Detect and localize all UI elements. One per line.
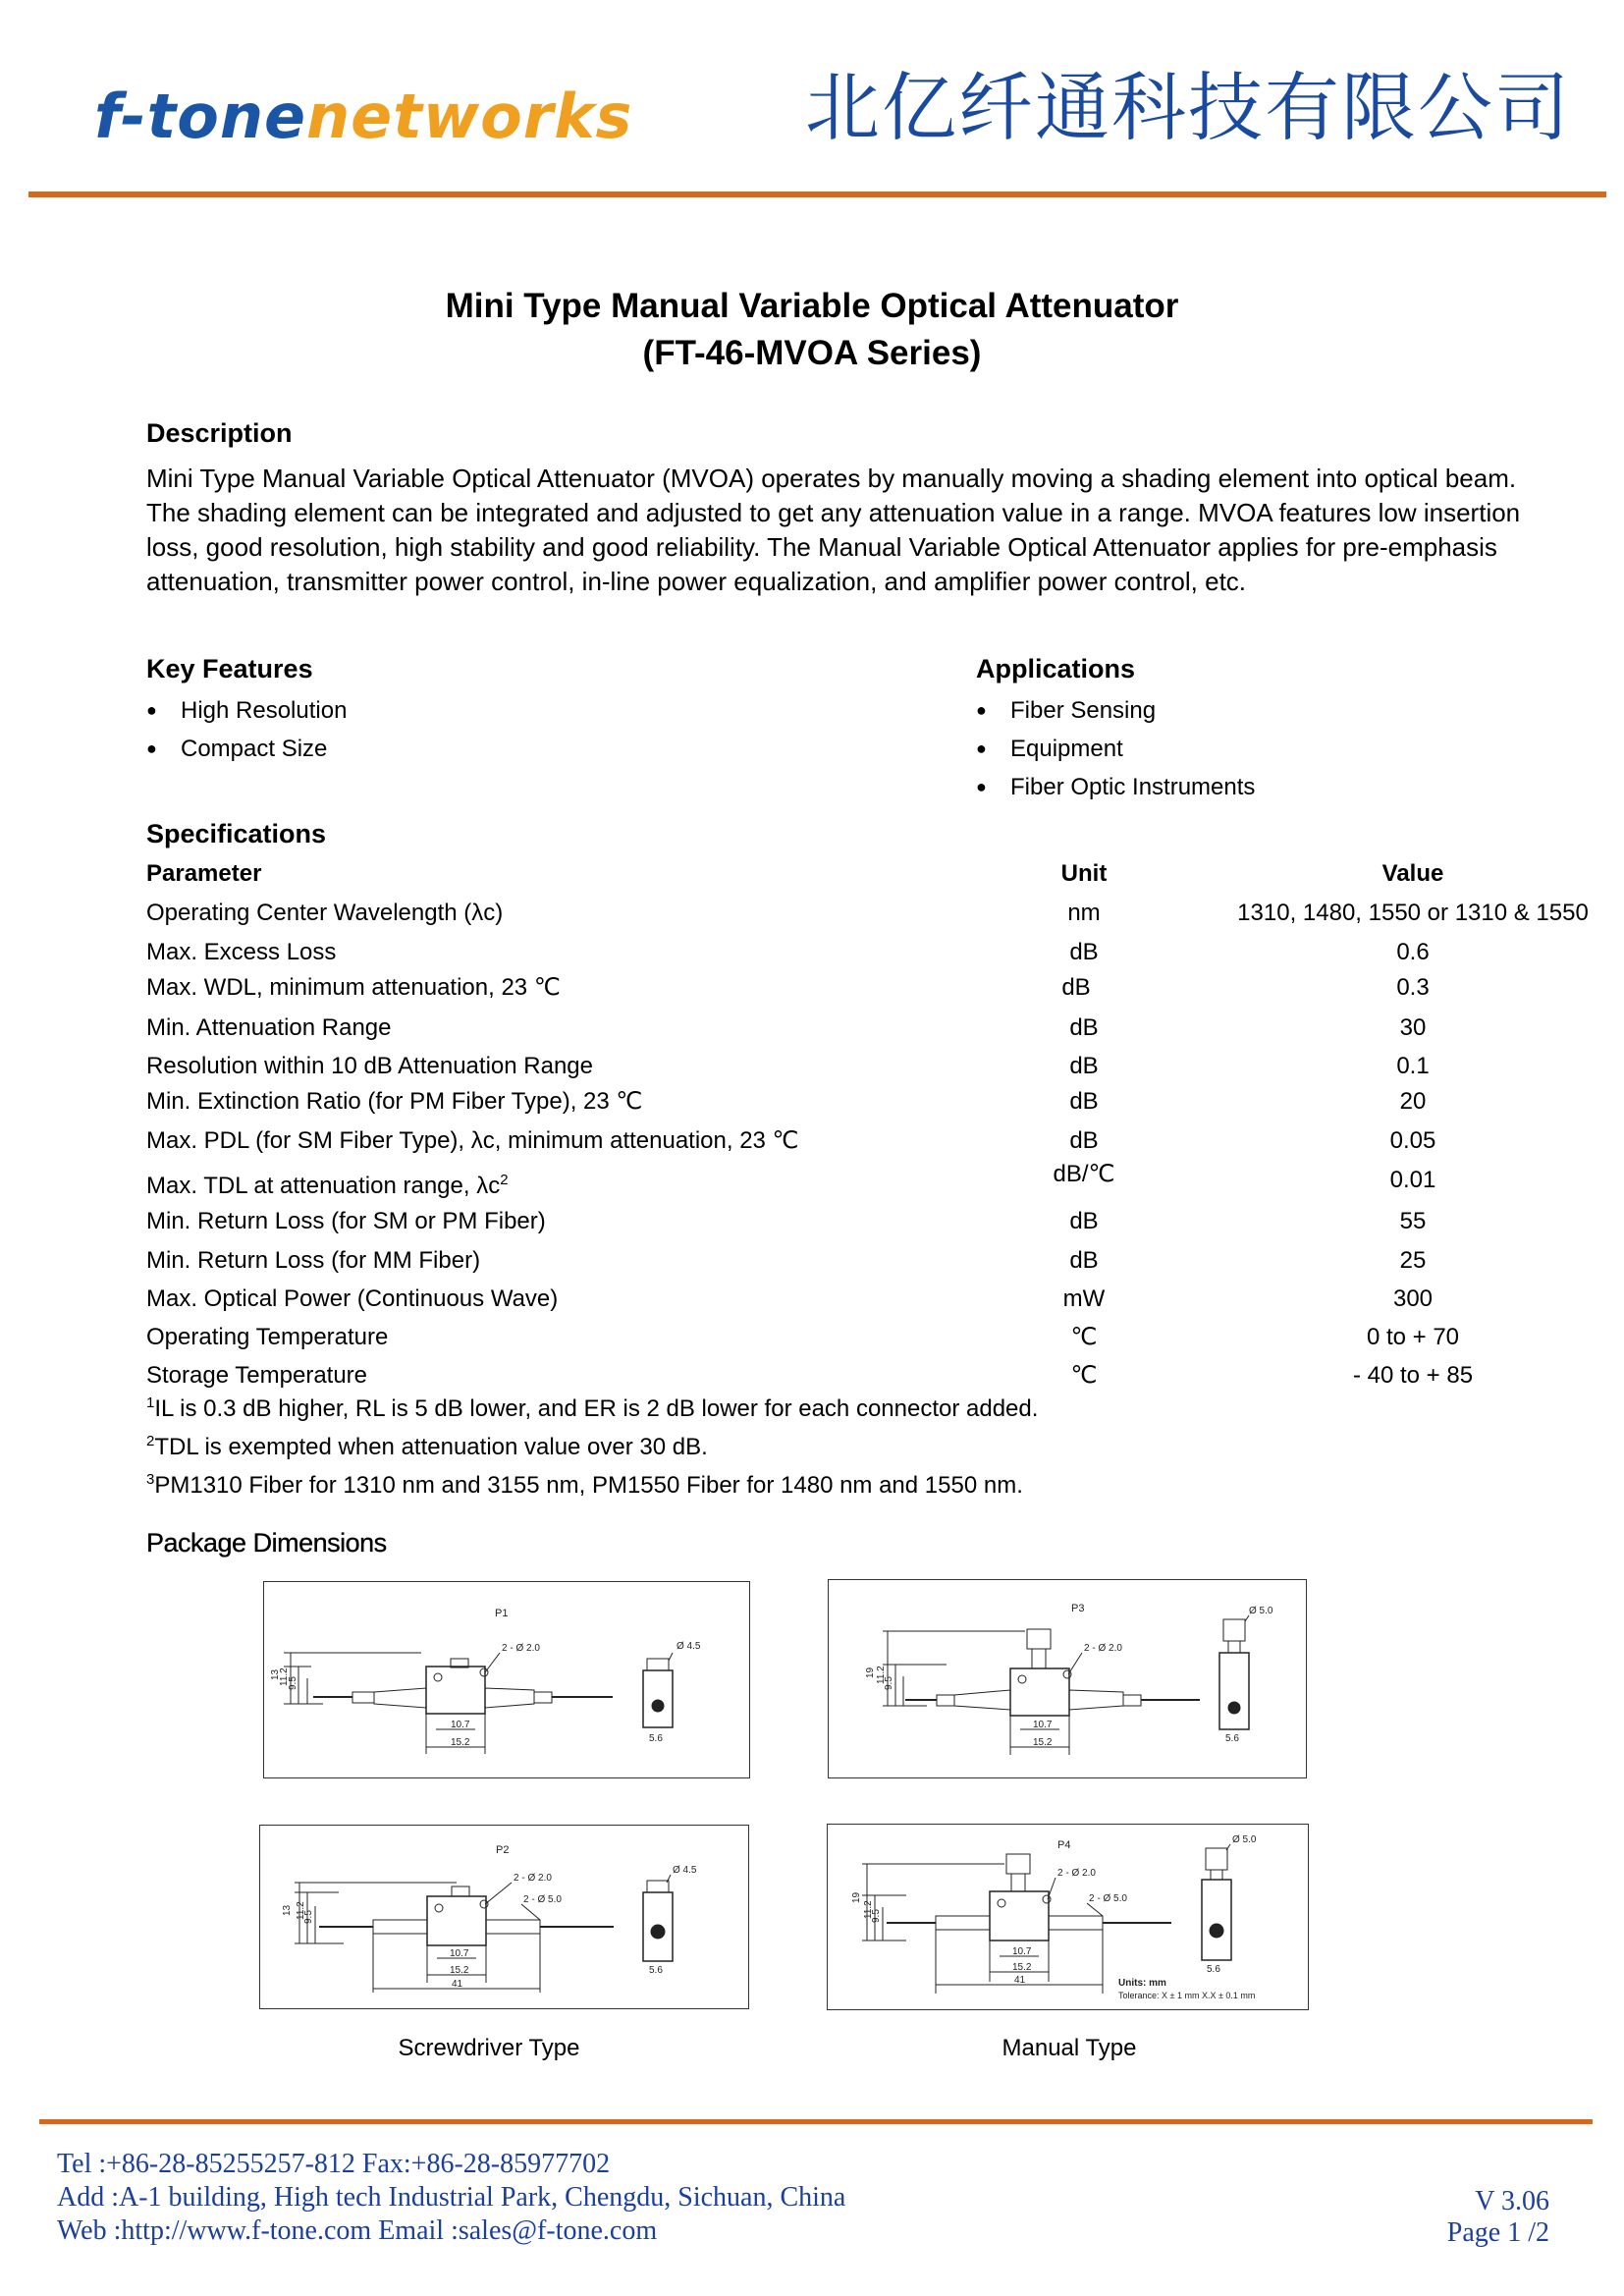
footer-divider [39,2119,1593,2124]
spec-row [146,1048,1521,1085]
footer-tel-fax: Tel :+86-28-85255257-812 Fax:+86-28-85977702 [57,2149,611,2179]
p1-dia-label: Ø 4.5 [677,1641,701,1652]
column-value: Value [1381,860,1444,887]
specifications-heading: Specifications [146,819,327,848]
document-subtitle: (FT-46-MVOA Series) [642,334,982,372]
p2-dim-w2: 15.2 [450,1965,469,1976]
footer-address: Add :A-1 building, High tech Industrial Park, Chengdu, Sichuan, China [57,2182,846,2213]
application-item: ● Fiber Sensing [976,691,1255,730]
spec-unit: dB/℃ [1053,1161,1115,1187]
spec-parameter: Resolution within 10 dB Attenuation Range [146,1053,593,1079]
company-name-chinese: 北亿纤通科技有限公司 [805,64,1571,151]
application-item: ● Fiber Optic Instruments [976,768,1255,806]
company-logo [94,81,633,152]
spec-row [146,1083,1521,1121]
spec-unit: dB [1069,1088,1099,1115]
p3-hole-label: 2 - Ø 2.0 [1084,1643,1122,1654]
spec-row [146,1203,1521,1240]
spec-unit: nm [1067,900,1101,926]
caption-screwdriver-type: Screwdriver Type [398,2035,580,2061]
description-text: Mini Type Manual Variable Optical Attenuator (MVOA) operates by manually moving a shading element into optical beam. The shading element can be integrated and adjusted to get any attenuation value in a range. MVOA features low insertion loss, good resolution, high stability and good reliability. The Manual Variable Optical Attenuator applies for pre-emphasis attenuation, transmitter power control, in-line power equalization, and amplifier power control, etc. [146,464,1521,596]
p1-side-dim: 5.6 [649,1733,663,1744]
spec-value: 30 [1399,1014,1427,1041]
footer-web-email: Web :http://www.f-tone.com Email :sales@f-tone.com [57,2215,658,2246]
spec-parameter-text: Max. TDL at attenuation range, λc [146,1173,501,1199]
spec-parameter: Max. WDL, minimum attenuation, 23 ℃ [146,974,561,1001]
p4-dim-h2: 11.2 [863,1900,874,1919]
spec-row [146,969,1521,1007]
p3-dim-h1: 19 [865,1667,876,1678]
spec-value: 0 to + 70 [1366,1324,1460,1350]
p4-dim-h1: 19 [851,1891,862,1903]
spec-unit: dB [1069,1127,1099,1154]
spec-value: 20 [1399,1088,1427,1115]
package-dimensions-heading: Package Dimensions [146,1528,387,1558]
spec-unit: dB [1069,939,1099,965]
spec-value: 55 [1399,1208,1427,1234]
p1-hole-label: 2 - Ø 2.0 [502,1643,540,1654]
p4-dia-label: Ø 5.0 [1232,1834,1257,1845]
footnote [146,1394,1038,1423]
p3-dim-w1: 10.7 [1033,1720,1053,1730]
p4-dim-w3: 41 [1014,1975,1026,1986]
footnote-number: 1 [146,1394,155,1411]
spec-row [146,1357,1521,1394]
footnote-number: 2 [146,1433,155,1449]
spec-table-header [146,855,1521,893]
footnote-text: PM1310 Fiber for 1310 nm and 3155 nm, PM1550 Fiber for 1480 nm and 1550 nm. [154,1472,1023,1499]
p3-dim-w2: 15.2 [1033,1737,1053,1748]
footer-page-number: Page 1 /2 [1446,2217,1549,2248]
spec-parameter: Min. Return Loss (for MM Fiber) [146,1247,481,1274]
p1-dim-w1: 10.7 [451,1720,470,1730]
spec-parameter: Storage Temperature [146,1362,368,1389]
spec-unit: ℃ [1070,1324,1098,1350]
spec-parameter: Min. Extinction Ratio (for PM Fiber Type), 23 ℃ [146,1088,643,1115]
p4-hole2-label: 2 - Ø 5.0 [1089,1893,1127,1904]
p3-dim-h2: 11.2 [876,1666,887,1684]
header-divider [28,191,1606,197]
spec-row [146,1242,1521,1280]
diagram-p3 [828,1579,1307,1778]
spec-value: 0.3 [1396,974,1430,1001]
diagram-p4 [827,1824,1309,2010]
spec-value: 25 [1399,1247,1427,1274]
p1-dim-w2: 15.2 [451,1737,470,1748]
spec-row [146,1319,1521,1356]
footnote-number: 3 [146,1471,155,1488]
footnote [146,1471,1023,1500]
p4-dim-w1: 10.7 [1012,1946,1032,1957]
spec-value: 0.01 [1389,1167,1436,1193]
spec-value: 0.05 [1389,1127,1436,1154]
spec-parameter: Operating Center Wavelength (λc) [146,900,504,926]
key-features-list [146,691,347,768]
spec-unit: ℃ [1070,1362,1098,1389]
column-unit: Unit [1060,860,1108,887]
document-title: Mini Type Manual Variable Optical Attenuator [445,287,1179,325]
spec-row [146,895,1589,932]
p1-label: P1 [495,1608,509,1619]
spec-value: - 40 to + 85 [1352,1362,1474,1389]
p3-side-dim: 5.6 [1225,1733,1239,1744]
spec-value: 300 [1392,1285,1434,1312]
footnote-text: IL is 0.3 dB higher, RL is 5 dB lower, and ER is 2 dB lower for each connector added. [154,1395,1039,1422]
applications-heading: Applications [976,654,1136,683]
spec-row [146,1122,1521,1160]
p4-dim-h3: 9.5 [871,1909,882,1923]
logo-text-part1: f-tone [94,81,307,152]
p2-dim-w3: 41 [452,1979,463,1990]
footer-version: V 3.06 [1475,2186,1549,2216]
p2-dim-w1: 10.7 [450,1948,469,1959]
p4-units: Units: mm [1118,1978,1166,1989]
key-features-heading: Key Features [146,654,313,683]
spec-row [146,1010,1521,1047]
feature-item: ● High Resolution [146,691,347,730]
p2-hole-label: 2 - Ø 2.0 [514,1873,552,1884]
spec-unit: dB [1061,974,1091,1001]
spec-row [146,1162,1521,1199]
spec-row [146,934,1521,971]
footnote-marker: 2 [500,1172,509,1188]
spec-unit: dB [1069,1247,1099,1274]
p4-tolerance: Tolerance: X ± 1 mm X.X ± 0.1 mm [1118,1991,1256,2000]
spec-value: 0.1 [1396,1053,1430,1079]
column-parameter: Parameter [146,860,262,887]
spec-parameter: Max. Optical Power (Continuous Wave) [146,1285,559,1312]
feature-item: ● Compact Size [146,730,347,768]
p4-dim-w2: 15.2 [1012,1962,1032,1973]
logo-text-part2: networks [306,81,633,152]
p2-dim-h2: 11.2 [296,1901,306,1920]
spec-unit: dB [1069,1014,1099,1041]
p4-side-dim: 5.6 [1207,1964,1220,1975]
spec-row [146,1281,1521,1318]
p2-hole2-label: 2 - Ø 5.0 [523,1894,562,1905]
p3-dia-label: Ø 5.0 [1249,1606,1273,1616]
description-heading: Description [146,418,293,448]
p2-dim-h3: 9.5 [303,1910,314,1924]
spec-value: 1310, 1480, 1550 or 1310 & 1550 [1237,900,1589,926]
caption-manual-type: Manual Type [1001,2035,1137,2061]
spec-parameter [146,1162,509,1205]
p2-label: P2 [496,1844,510,1856]
p2-dim-h1: 13 [282,1904,293,1916]
diagram-p2 [259,1825,749,2009]
spec-unit: mW [1062,1285,1106,1312]
spec-parameter: Min. Return Loss (for SM or PM Fiber) [146,1208,546,1234]
spec-parameter: Min. Attenuation Range [146,1014,392,1041]
spec-parameter: Operating Temperature [146,1324,389,1350]
footnote [146,1433,708,1461]
p2-side-dim: 5.6 [649,1965,663,1976]
p3-label: P3 [1071,1603,1085,1614]
spec-parameter: Max. PDL (for SM Fiber Type), λc, minimum attenuation, 23 ℃ [146,1127,799,1154]
p4-hole-label: 2 - Ø 2.0 [1057,1868,1096,1879]
diagram-p1 [263,1581,750,1778]
p4-label: P4 [1057,1839,1071,1851]
spec-value: 0.6 [1396,939,1430,965]
footnote-text: TDL is exempted when attenuation value over 30 dB. [154,1434,708,1460]
spec-unit: dB [1069,1053,1099,1079]
p3-dim-h3: 9.5 [884,1676,894,1690]
spec-unit: dB [1069,1208,1099,1234]
application-item: ● Equipment [976,730,1255,768]
p1-dim-h1: 13 [270,1668,281,1680]
p1-dim-h3: 9.5 [288,1676,298,1690]
p2-dia-label: Ø 4.5 [673,1865,697,1876]
spec-parameter: Max. Excess Loss [146,939,337,965]
applications-list [976,691,1255,806]
p1-dim-h2: 11.2 [279,1667,290,1686]
